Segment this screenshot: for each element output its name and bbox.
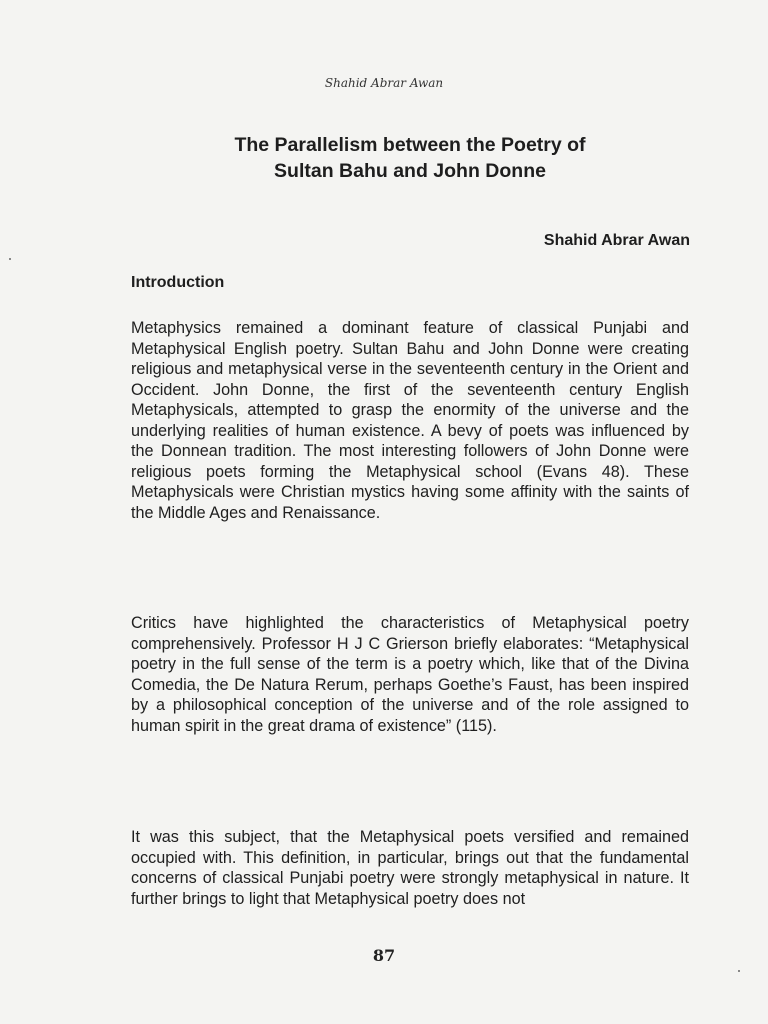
page-number: 87 xyxy=(372,946,396,965)
paragraph-2: Critics have highlighted the characteristics of Metaphysical poetry comprehensively. Professor H J C Grierson briefly elaborates: “Metaphysical poetry in the full sense of the term is a poetry which, like that of the Divina Comedia, the De Natura Rerum, perhaps Goethe’s Faust, has been inspired by a philosophical conception of the universe and of the role assigned to human spirit in the great drama of existence” (115). xyxy=(131,614,689,735)
paragraph-1: Metaphysics remained a dominant feature of classical Punjabi and Metaphysical English poetry. Sultan Bahu and John Donne were creating religious and metaphysical verse in the seventeenth century in the Orient and Occident. John Donne, the first of the seventeenth century English Metaphysicals, attempted to grasp the enormity of the universe and the underlying realities of human existence. A bevy of poets was influenced by the Donnean tradition. The most interesting followers of John Donne were religious poets forming the Metaphysical school (Evans 48). These Metaphysicals were Christian mystics having some affinity with the saints of the Middle Ages and Renaissance. xyxy=(131,319,689,522)
author-name: Shahid Abrar Awan xyxy=(543,232,690,249)
running-head: Shahid Abrar Awan xyxy=(324,76,444,90)
section-heading: Introduction xyxy=(131,274,225,291)
paragraph-3: It was this subject, that the Metaphysical poets versified and remained occupied with. This definition, in particular, brings out that the fundamental concerns of classical Punjabi poetry were strongly metaphysical in nature. It further brings to light that Metaphysical poetry does not xyxy=(131,828,689,908)
title-line-1: The Parallelism between the Poetry of xyxy=(234,134,586,156)
scan-speck xyxy=(9,258,11,260)
scan-speck xyxy=(738,970,740,972)
article-title xyxy=(130,132,690,184)
title-line-2: Sultan Bahu and John Donne xyxy=(274,160,546,182)
